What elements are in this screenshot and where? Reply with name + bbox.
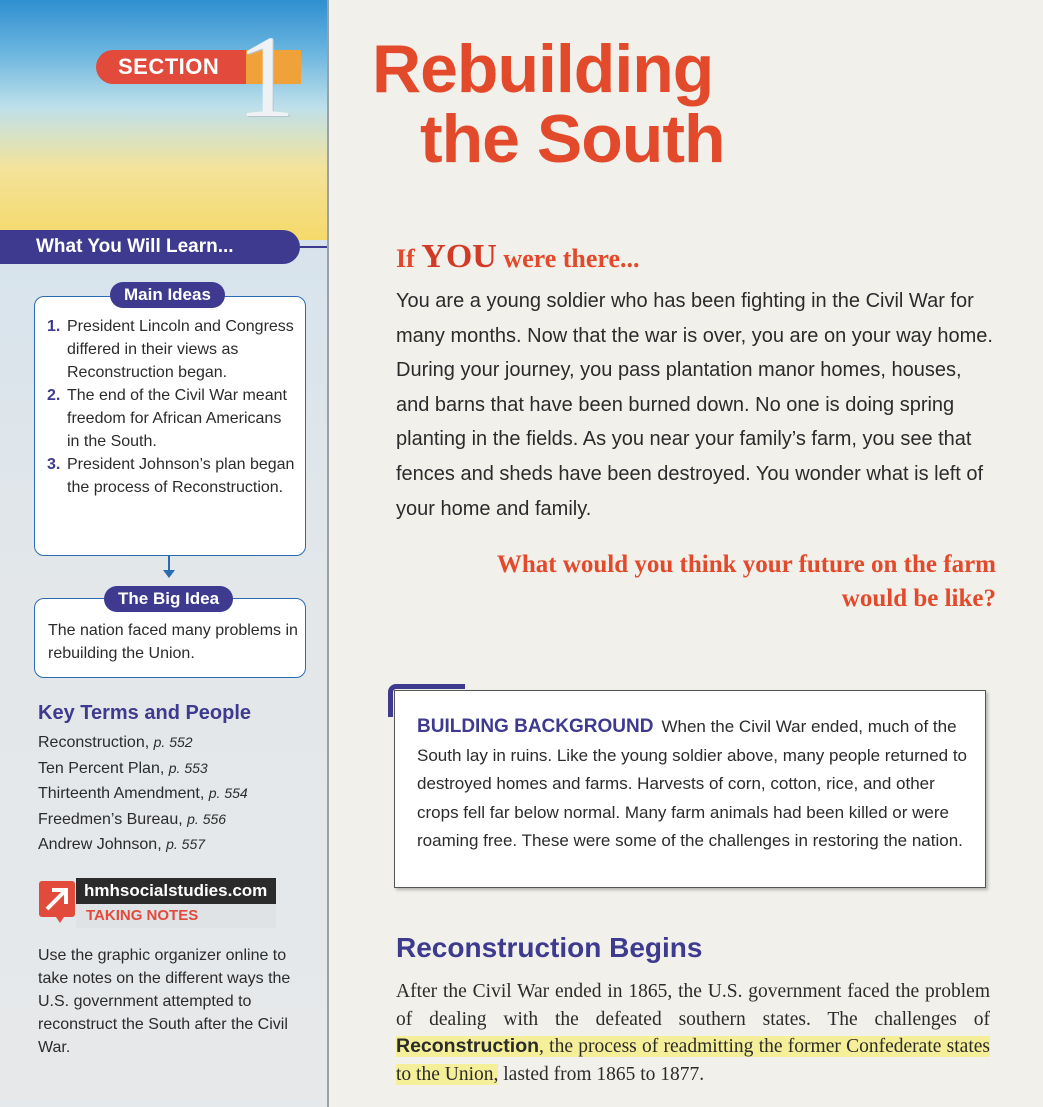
big-idea-tab: The Big Idea [104,586,233,612]
building-background-text [417,713,967,856]
key-term: Andrew Johnson, [38,836,162,853]
web-site-label[interactable]: hmhsocialstudies.com [76,878,276,904]
external-link-arrow-icon [38,880,76,924]
sidebar [0,0,329,1107]
intro-paragraph: You are a young soldier who has been fighting in the Civil War for many months. Now that the war is over, you are on your way home. During your journey, you pass plantation manor homes, houses, and barns that have been burned down. No one is doing spring planting in the fields. As you near your family’s farm, you see that fences and sheds have been destroyed. You wonder what is left of your home and family. [396,290,993,520]
key-term: Reconstruction, [38,734,150,751]
main-idea-number: 1. [47,318,61,335]
web-resource-badge[interactable] [38,878,276,930]
body-text-part1: After the Civil War ended in 1865, the U.S. government faced the problem of dealing with the defeated southern states. The challenges of [396,981,990,1030]
taking-notes-text: Use the graphic organizer online to take notes on the different ways the U.S. government attempted to reconstruct the South after the Civil War. [38,947,291,1056]
heading-you: YOU [421,238,497,275]
intro-question: What would you think your future on the farm would be like? [496,551,996,612]
key-term-page: p. 552 [153,734,193,750]
building-background-body: When the Civil War ended, much of the South lay in ruins. Like the young soldier above, many people returned to destroyed homes and farms. Harvests of corn, cotton, rice, and other crops fell far below normal. Many farm animals had been killed or were roaming free. These were some of the challenges in restoring the nation. [417,717,968,851]
section-label: SECTION [96,50,246,84]
main-ideas-list [47,315,295,499]
what-you-will-learn-title: What You Will Learn... [0,230,300,264]
main-idea-number: 2. [47,387,61,404]
taking-notes-label: TAKING NOTES [76,904,276,928]
main-idea-number: 3. [47,456,61,473]
if-you-were-there-heading [396,238,640,276]
key-term-page: p. 554 [208,785,248,801]
building-background-label: BUILDING BACKGROUND [417,716,654,737]
page-title-line2: the South [420,101,725,177]
down-arrow-icon [163,570,175,578]
key-term-row [38,832,318,858]
body-text-part2: lasted from 1865 to 1877. [498,1063,705,1085]
main-idea-text: The end of the Civil War meant freedom for African Americans in the South. [67,387,287,450]
main-idea-item [47,315,295,384]
key-terms-title: Key Terms and People [38,702,252,724]
main-idea-text: President Johnson’s plan began the process of Reconstruction. [67,456,295,496]
key-term-row [38,807,318,833]
key-term-row [38,730,318,756]
main-ideas-tab: Main Ideas [110,282,225,308]
key-term-page: p. 557 [166,836,206,852]
key-term: Thirteenth Amendment, [38,785,205,802]
page-title-line1: Rebuilding [372,31,714,107]
section-heading: Reconstruction Begins [396,932,703,963]
section-number: 1 [236,11,296,142]
key-term-row [38,756,318,782]
key-term-page: p. 553 [168,759,208,776]
key-terms-list [38,730,318,858]
big-idea-text: The nation faced many problems in rebuilding the Union. [48,622,298,662]
highlighted-term: Reconstruction [396,1035,540,1057]
main-idea-item [47,384,295,453]
key-term-page: p. 556 [187,810,227,827]
main-idea-item [47,453,295,499]
heading-if: If [396,244,422,273]
key-term: Ten Percent Plan, [38,759,165,777]
heading-rest: were there... [496,244,640,273]
key-term-row [38,781,318,807]
highlighted-text: , the process of readmitting the former Confederate states to the Union, [396,1036,990,1085]
main-ideas-box [34,296,306,556]
main-idea-text: President Lincoln and Congress differed in their views as Reconstruction began. [67,318,294,381]
learn-bar-divider [300,246,327,248]
body-paragraph [396,978,990,1088]
page-title [372,31,792,177]
building-background-box [394,690,986,888]
key-term: Freedmen’s Bureau, [38,810,183,828]
